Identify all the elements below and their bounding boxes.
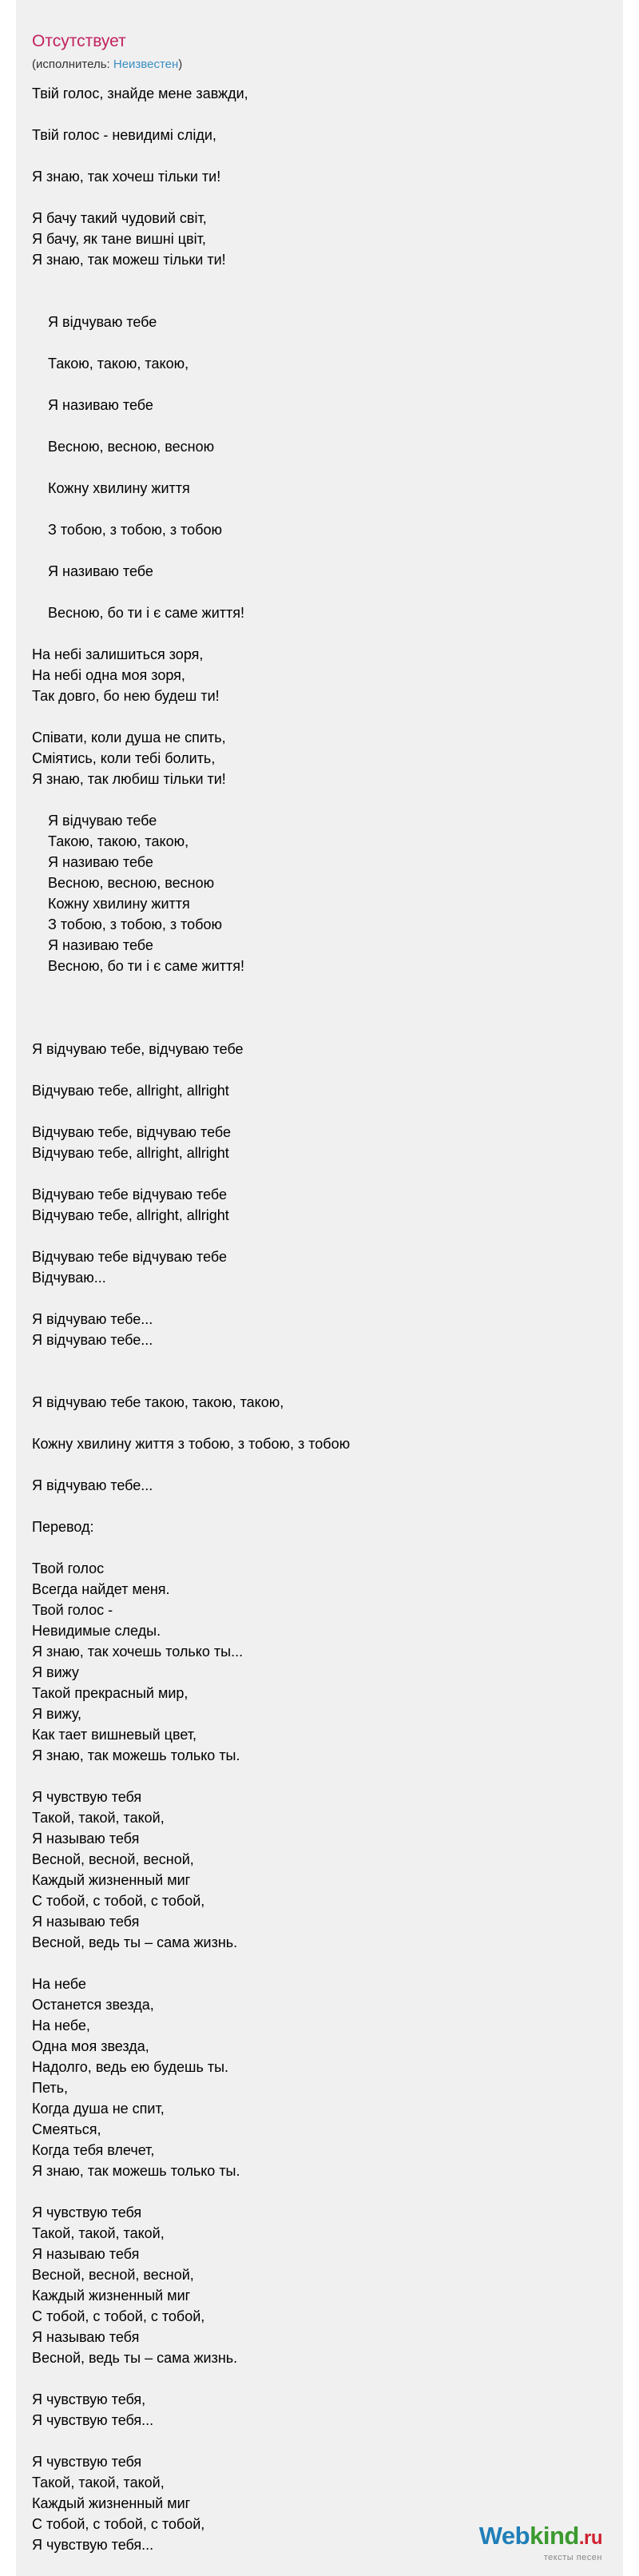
artist-prefix: (исполнитель: xyxy=(32,58,113,71)
logo-web: Web xyxy=(478,2522,530,2550)
song-page xyxy=(16,0,623,2576)
artist-suffix: ) xyxy=(178,58,183,71)
lyrics-text: Твій голос, знайде мене завжди, Твій голос - невидимі сліди, Я знаю, так хочеш тільки ти! Я бачу такий чудовий світ, Я бачу, як тане вишні цвіт, Я знаю, так можеш тільки ти! Я відчуваю тебе Такою, такою, такою, Я називаю тебе Весною, весною, весною Кожну хвилину життя З тобою, з тобою, з тобою Я називаю тебе Весною, бо ти і є саме життя! На небі залишиться зоря, На небі одна моя зоря, Так довго, бо нею будеш ти! Співати, коли душа не спить, Сміятись, коли тебі болить, Я знаю, так любиш тільки ти! Я відчуваю тебе Такою, такою, такою, Я називаю тебе Весною, весною, весною Кожну хвилину життя З тобою, з тобою, з тобою Я називаю тебе Весною, бо ти і є саме життя! Я відчуваю тебе, відчуваю тебе Відчуваю тебе, allright, allright Відчуваю тебе, відчуваю тебе Відчуваю тебе, allright, allright Відчуваю тебе відчуваю тебе Відчуваю тебе, allright, allright Відчуваю тебе відчуваю тебе Відчуваю... Я відчуваю тебе... Я відчуваю тебе... Я відчуваю тебе такою, такою, такою, Кожну хвилину життя з тобою, з тобою, з тобою Я відчуваю тебе... Перевод: Твой голос Всегда найдет меня. Твой голос - Невидимые следы. Я знаю, так хочешь только ты... Я вижу Такой прекрасный мир, Я вижу, Как тает вишневый цвет, Я знаю, так можешь только ты. Я чувствую тебя Такой, такой, такой, Я называю тебя Весной, весной, весной, Каждый жизненный миг С тобой, с тобой, с тобой, Я называю тебя Весной, ведь ты – сама жизнь. На небе Останется звезда, На небе, Одна моя звезда, Надолго, ведь ею будешь ты. Петь, Когда душа не спит, Смеяться, Когда тебя влечет, Я знаю, так можешь только ты. Я чувствую тебя Такой, такой, такой, Я называю тебя Весной, весной, весной, Каждый жизненный миг С тобой, с тобой, с тобой, Я называю тебя Весной, ведь ты – сама жизнь. Я чувствую тебя, Я чувствую тебя... Я чувствую тебя Такой, такой, такой, Каждый жизненный миг С тобой, с тобой, с тобой, Я чувствую тебя... xyxy=(32,85,351,2553)
artist-link[interactable]: Неизвестен xyxy=(113,58,179,71)
logo-kind: kind xyxy=(530,2522,579,2550)
site-logo[interactable] xyxy=(479,2522,602,2563)
logo-ru: .ru xyxy=(578,2527,602,2549)
logo-tagline: тексты песен xyxy=(543,2553,602,2562)
logo-wordmark xyxy=(479,2522,602,2552)
artist-line xyxy=(32,58,182,72)
song-title: Отсутствует xyxy=(32,32,126,50)
